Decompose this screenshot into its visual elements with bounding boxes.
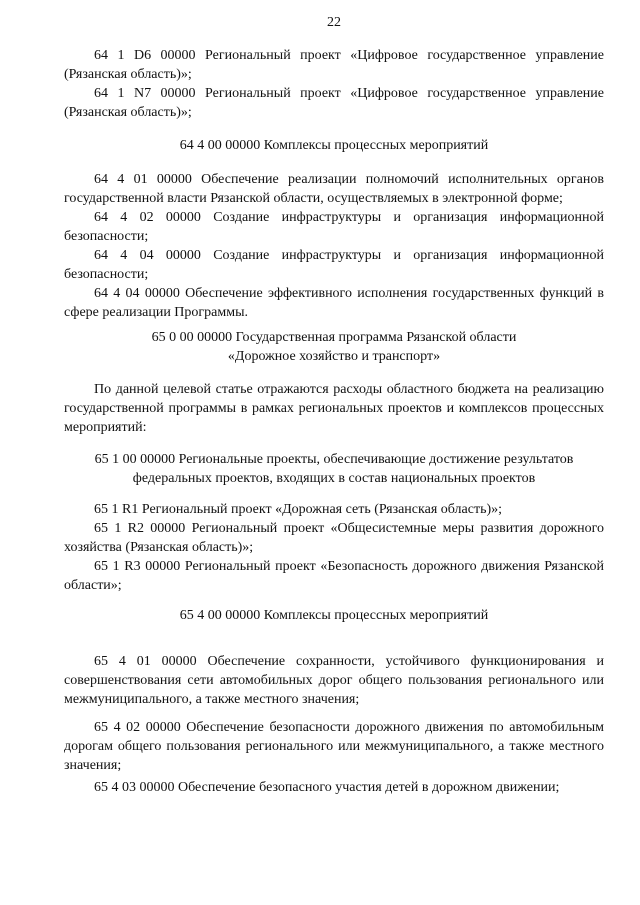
list-item: 64 1 D6 00000 Региональный проект «Цифровое государственное управление (Рязанская область)»; xyxy=(64,48,604,82)
list-item: 64 4 01 00000 Обеспечение реализации полномочий исполнительных органов государственной власти Рязанской области, осуществляемых в электронной форме; xyxy=(64,172,604,206)
heading-text: 65 4 00 00000 Комплексы процессных мероприятий xyxy=(179,608,489,623)
paragraph-text: 65 4 02 00000 Обеспечение безопасности дорожного движения по автомобильным дорогам общего пользования регионального или межмуниципального, а также местного значения; xyxy=(64,720,604,773)
list-item: 65 1 R1 Региональный проект «Дорожная сеть (Рязанская область)»; xyxy=(94,502,503,517)
process-measure-item xyxy=(64,778,604,797)
program-heading xyxy=(64,328,604,366)
heading-line: федеральных проектов, входящих в состав национальных проектов xyxy=(132,471,536,486)
paragraph-text: По данной целевой статье отражаются расходы областного бюджета на реализацию государственной программы в рамках региональных проектов и комплексов процессных мероприятий: xyxy=(64,382,604,435)
process-measures-64-list xyxy=(64,170,604,322)
intro-paragraph xyxy=(64,380,604,437)
heading-line: «Дорожное хозяйство и транспорт» xyxy=(227,349,441,364)
list-item: 64 4 04 00000 Обеспечение эффективного исполнения государственных функций в сфере реализации Программы. xyxy=(64,286,604,320)
list-item: 64 4 04 00000 Создание инфраструктуры и организация информационной безопасности; xyxy=(64,248,604,282)
process-measure-item xyxy=(64,718,604,775)
paragraph-text: 65 4 03 00000 Обеспечение безопасного участия детей в дорожном движении; xyxy=(94,780,560,795)
list-item: 65 1 R3 00000 Региональный проект «Безопасность дорожного движения Рязанской области»; xyxy=(64,559,604,593)
page-number: 22 xyxy=(327,15,341,30)
regional-projects-65-list xyxy=(64,500,604,595)
section-heading xyxy=(64,606,604,625)
list-item: 64 4 02 00000 Создание инфраструктуры и организация информационной безопасности; xyxy=(64,210,604,244)
regional-projects-64-list xyxy=(64,46,604,122)
document-page xyxy=(64,0,604,905)
section-heading xyxy=(64,136,604,155)
heading-text: 64 4 00 00000 Комплексы процессных мероприятий xyxy=(179,138,489,153)
regional-projects-heading xyxy=(64,450,604,488)
heading-line: 65 0 00 00000 Государственная программа Рязанской области xyxy=(151,330,517,345)
process-measure-item xyxy=(64,652,604,709)
heading-line: 65 1 00 00000 Региональные проекты, обеспечивающие достижение результатов xyxy=(94,452,574,467)
list-item: 64 1 N7 00000 Региональный проект «Цифровое государственное управление (Рязанская область)»; xyxy=(64,86,604,120)
paragraph-text: 65 4 01 00000 Обеспечение сохранности, устойчивого функционирования и совершенствования сети автомобильных дорог общего пользования регионального или межмуниципального, а также местного значения; xyxy=(64,654,604,707)
list-item: 65 1 R2 00000 Региональный проект «Общесистемные меры развития дорожного хозяйства (Рязанская область)»; xyxy=(64,521,604,555)
